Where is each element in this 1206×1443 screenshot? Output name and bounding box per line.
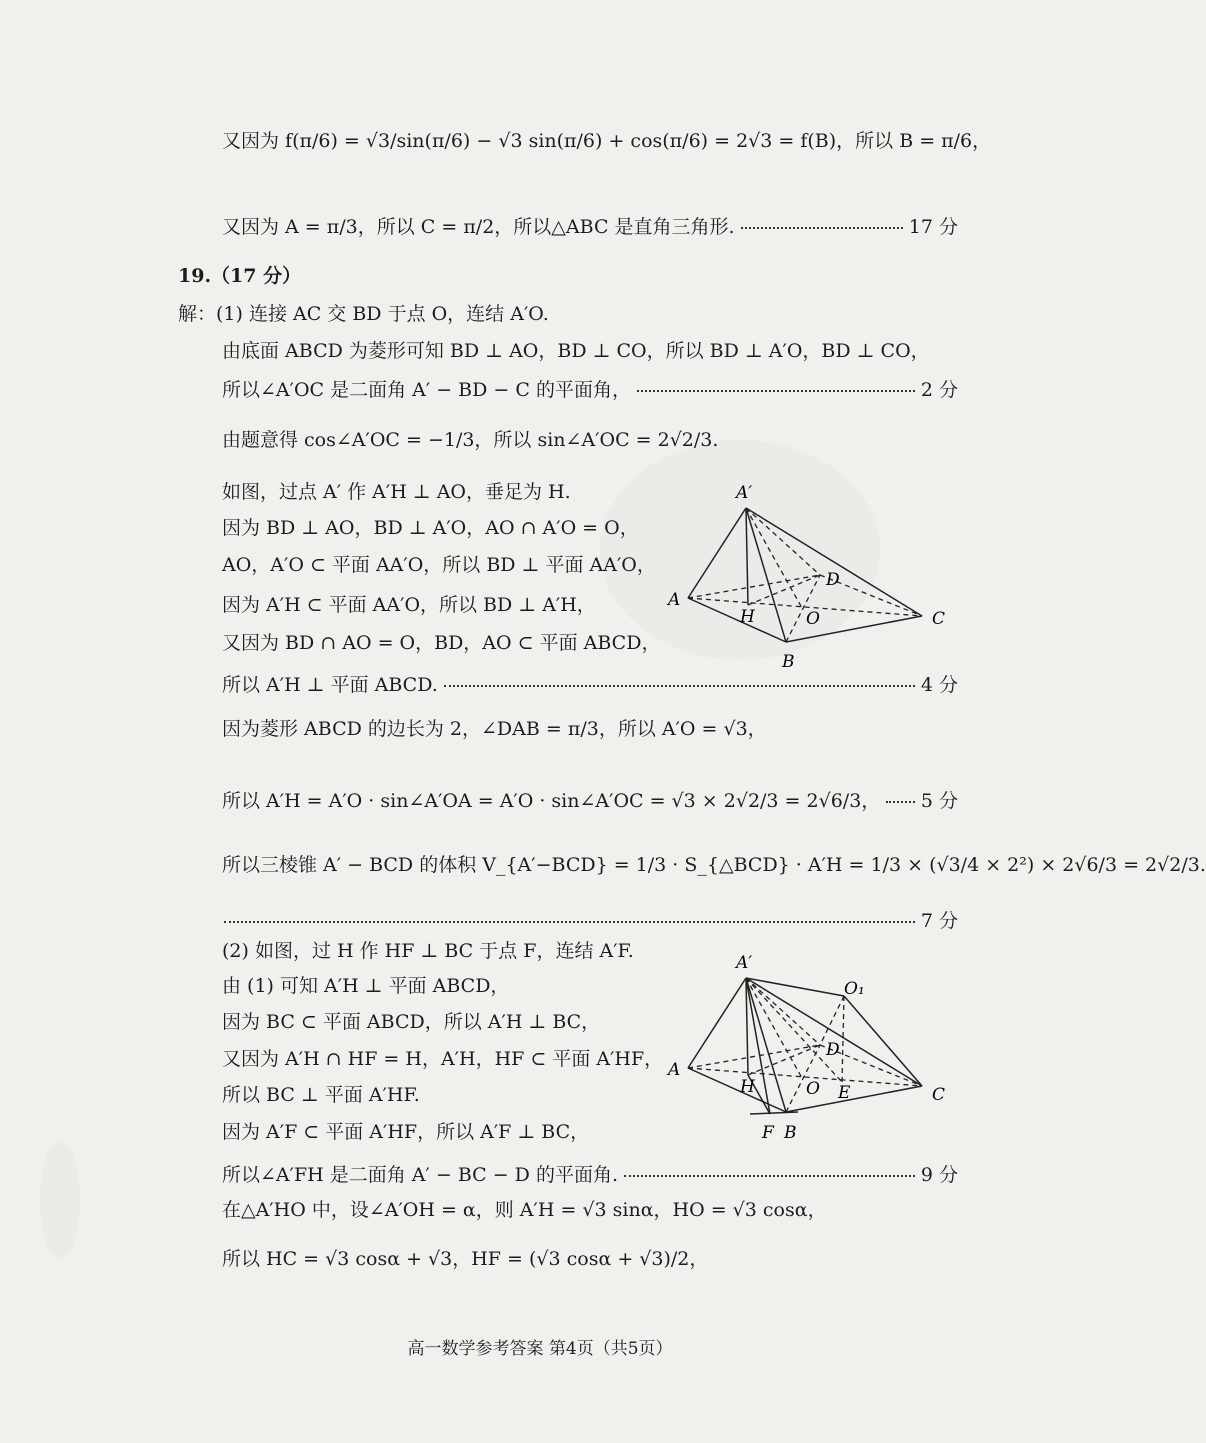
figure-label: E (838, 1083, 851, 1103)
dotted-leader (624, 1175, 915, 1177)
dotted-leader (637, 390, 915, 392)
pyramid-figure-1 (660, 478, 960, 678)
text-line-6: 由题意得 cos∠A′OC = −1/3，所以 sin∠A′OC = 2√2/3. (222, 429, 719, 451)
text-line-2: 又因为 A = π/3，所以 C = π/2，所以△ABC 是直角三角形. (222, 215, 735, 238)
score-row-17 (222, 212, 958, 238)
score-row-9 (222, 1160, 958, 1186)
dotted-leader (224, 921, 915, 923)
text-line-4: 由底面 ABCD 为菱形可知 BD ⊥ AO，BD ⊥ CO，所以 BD ⊥ A′O，BD ⊥ CO， (222, 340, 930, 362)
question-19-heading: 19.（17 分） (178, 265, 302, 287)
score-label: 9 分 (920, 1163, 958, 1186)
figure-label: A′ (736, 483, 753, 503)
figure-label: O (806, 1079, 820, 1099)
figure-label: O (806, 609, 820, 629)
score-label: 17 分 (908, 215, 958, 238)
score-row-2 (222, 375, 958, 401)
dotted-leader (444, 685, 915, 687)
figure-label: H (740, 1077, 755, 1097)
figure-label: B (782, 652, 795, 672)
solution-part-1-start: 解：(1) 连接 AC 交 BD 于点 O，连结 A′O. (178, 303, 549, 325)
figure-label: A′ (736, 953, 753, 973)
score-label: 2 分 (920, 378, 958, 401)
figure-label: B (784, 1123, 797, 1143)
text-line-15: 所以三棱锥 A′ − BCD 的体积 V_{A′−BCD} = 1/3 · S_{△BCD} · A′H = 1/3 × (√3/4 × 2²) × 2√6/3 = 2√2/3. (222, 854, 1206, 876)
text-line-9: AO，A′O ⊂ 平面 AA′O，所以 BD ⊥ 平面 AA′O， (222, 554, 656, 576)
figure-label: O₁ (844, 979, 865, 999)
score-row-5 (222, 786, 958, 812)
page-footer: 高一数学参考答案 第4页（共5页） (407, 1339, 673, 1359)
text-line-22: 因为 A′F ⊂ 平面 A′HF，所以 A′F ⊥ BC， (222, 1121, 590, 1143)
pyramid-figure-2 (660, 948, 960, 1148)
figure-label: C (932, 1085, 946, 1105)
score-label: 5 分 (920, 789, 958, 812)
text-line-24: 在△A′HO 中，设∠A′OH = α，则 A′H = √3 sinα，HO = √3 cosα， (222, 1199, 827, 1221)
figure-label: H (740, 607, 755, 627)
figure-label: D (826, 570, 840, 590)
text-line-10: 因为 A′H ⊂ 平面 AA′O，所以 BD ⊥ A′H， (222, 594, 596, 616)
figure-label: D (826, 1040, 840, 1060)
text-line-25: 所以 HC = √3 cosα + √3，HF = (√3 cosα + √3)/2， (222, 1248, 709, 1270)
text-line-1: 又因为 f(π/6) = √3/sin(π/6) − √3 sin(π/6) + cos(π/6) = 2√3 = f(B)，所以 B = π/6， (222, 130, 992, 152)
figure-label: A (668, 590, 681, 610)
dotted-leader (741, 227, 903, 229)
score-row-4 (222, 670, 958, 696)
text-line-8: 因为 BD ⊥ AO，BD ⊥ A′O，AO ∩ A′O = O， (222, 517, 639, 539)
solution-part-2-start: (2) 如图，过 H 作 HF ⊥ BC 于点 F，连结 A′F. (222, 940, 634, 962)
text-line-13: 因为菱形 ABCD 的边长为 2，∠DAB = π/3，所以 A′O = √3， (222, 718, 767, 740)
text-line-20: 又因为 A′H ∩ HF = H，A′H，HF ⊂ 平面 A′HF， (222, 1048, 664, 1070)
text-line-11: 又因为 BD ∩ AO = O，BD，AO ⊂ 平面 ABCD， (222, 632, 661, 654)
text-line-19: 因为 BC ⊂ 平面 ABCD，所以 A′H ⊥ BC， (222, 1011, 601, 1033)
dotted-leader (886, 801, 915, 803)
score-label: 4 分 (920, 673, 958, 696)
score-row-7 (224, 906, 958, 932)
text-line-5: 所以∠A′OC 是二面角 A′ − BD − C 的平面角， (222, 378, 631, 401)
text-line-21: 所以 BC ⊥ 平面 A′HF. (222, 1084, 420, 1106)
text-line-14: 所以 A′H = A′O · sin∠A′OA = A′O · sin∠A′OC = √3 × 2√2/3 = 2√6/3， (222, 789, 881, 812)
text-line-23: 所以∠A′FH 是二面角 A′ − BC − D 的平面角. (222, 1163, 618, 1186)
text-line-18: 由 (1) 可知 A′H ⊥ 平面 ABCD， (222, 975, 510, 997)
text-line-12: 所以 A′H ⊥ 平面 ABCD. (222, 673, 438, 696)
text-line-7: 如图，过点 A′ 作 A′H ⊥ AO，垂足为 H. (222, 481, 571, 503)
figure-label: A (668, 1060, 681, 1080)
paper-stain (40, 1140, 80, 1260)
figure-label: F (762, 1123, 774, 1143)
figure-label: C (932, 609, 946, 629)
score-label: 7 分 (920, 909, 958, 932)
